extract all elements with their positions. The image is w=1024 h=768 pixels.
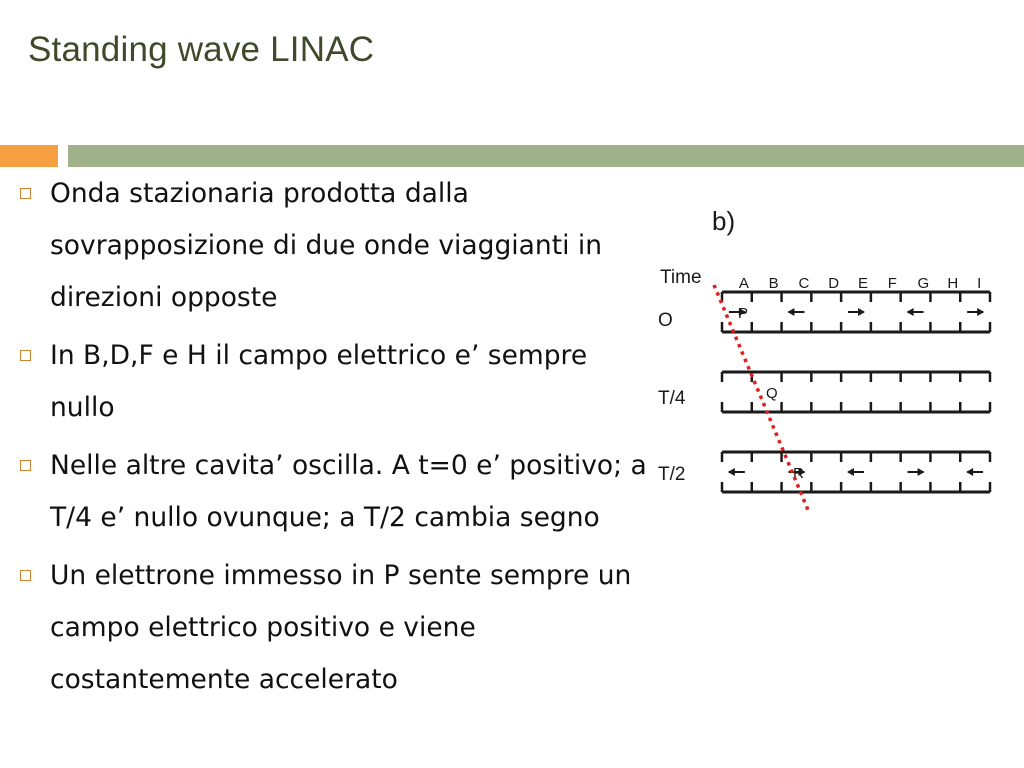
bullet-text: Un elettrone immesso in P sente sempre un campo elettrico positivo e viene costantemente accelerato xyxy=(50,560,632,695)
time-label: T/4 xyxy=(658,388,686,409)
arrow-left-icon xyxy=(847,468,854,476)
time-row xyxy=(658,452,990,492)
cavity-label: D xyxy=(828,275,840,292)
cavity-label: G xyxy=(917,275,930,292)
cavity-label: C xyxy=(798,275,810,292)
square-bullet-icon xyxy=(20,188,31,199)
cavity-field-diagram xyxy=(650,190,1000,520)
arrow-left-icon xyxy=(728,468,735,476)
bullet-text: Nelle altre cavita’ oscilla. A t=0 e’ positivo; a T/4 e’ nullo ovunque; a T/2 cambia segno xyxy=(50,450,647,533)
time-row xyxy=(658,292,990,332)
cavity-label: F xyxy=(887,275,897,292)
cavity-label: B xyxy=(768,275,779,292)
bullet-text: Onda stazionaria prodotta dalla sovrapposizione di due onde viaggianti in direzioni opposte xyxy=(50,178,603,313)
bullet-item xyxy=(20,168,660,324)
slide-title: Standing wave LINAC xyxy=(28,30,375,69)
title-divider-bar xyxy=(68,145,1024,167)
arrow-left-icon xyxy=(787,308,794,316)
standing-wave-figure xyxy=(650,190,1000,520)
time-label: O xyxy=(658,310,673,331)
square-bullet-icon xyxy=(20,570,31,581)
time-row xyxy=(658,372,990,412)
time-rows xyxy=(658,292,990,492)
square-bullet-icon xyxy=(20,460,31,471)
bullet-text: In B,D,F e H il campo elettrico e’ sempre nullo xyxy=(50,340,588,423)
cavity-label: H xyxy=(947,275,959,292)
electron-position-label: R xyxy=(793,465,804,482)
arrow-left-icon xyxy=(966,468,973,476)
electron-position-label: Q xyxy=(766,385,778,402)
arrow-right-icon xyxy=(977,308,984,316)
cavity-label: I xyxy=(977,275,982,292)
cavity-label: A xyxy=(738,275,749,292)
arrow-left-icon xyxy=(907,308,914,316)
bullet-item xyxy=(20,550,660,706)
cavity-label: E xyxy=(858,275,869,292)
time-header: Time xyxy=(660,267,702,288)
panel-label: b) xyxy=(712,206,736,236)
square-bullet-icon xyxy=(20,350,31,361)
electron-position-label: P xyxy=(738,305,749,322)
bullet-item xyxy=(20,330,660,434)
cavity-labels xyxy=(739,275,981,292)
time-label: T/2 xyxy=(658,464,686,485)
bullet-list xyxy=(20,168,660,706)
bullet-item xyxy=(20,440,660,544)
arrow-right-icon xyxy=(858,308,865,316)
title-accent-bar xyxy=(0,145,58,167)
arrow-right-icon xyxy=(918,468,925,476)
